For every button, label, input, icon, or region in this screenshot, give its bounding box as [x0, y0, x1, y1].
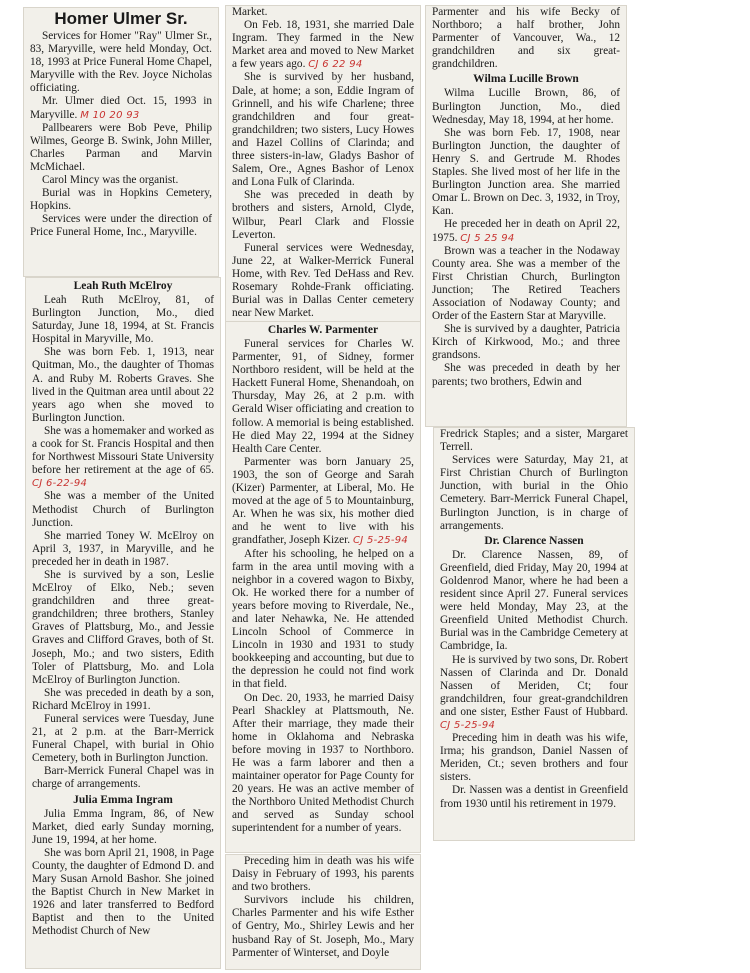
obituary-paragraph: She is survived by a daughter, Patricia Kirch of Kirkwood, Mo.; and three grandsons.: [432, 323, 620, 362]
paragraph-text: Mr. Ulmer died Oct. 15, 1993 in Maryville.: [30, 95, 212, 121]
clipping-leah-mcelroy: [26, 278, 220, 968]
obituary-paragraph: She was preceded in death by her parents; two brothers, Edwin and: [432, 362, 620, 388]
handwritten-note: CJ 5-25-94: [440, 719, 496, 731]
obituary-title: Homer Ulmer Sr.: [54, 9, 188, 28]
paragraph-text: He preceded her in death on April 22, 1975.: [432, 218, 620, 244]
obituary-title: Leah Ruth McElroy: [73, 280, 173, 292]
obituary-paragraph: After his schooling, he helped on a farm in the area until moving with a neighbor in a covered wagon to Bixby, Ok. He worked there for a number of years before moving to Riverdale, Ne., and later Nehawka, Ne. He attended Lincoln School of Commerce in Lincoln in 1930 and 1931 to study bookkeeping and accounting, but due to the depression he could not find work in that field.: [232, 547, 414, 691]
obituary-paragraph: Carol Mincy was the organist.: [42, 174, 179, 187]
obituary-paragraph: Preceding him in death was his wife Daisy in February of 1993, his parents and two brothers.: [232, 855, 414, 894]
obituary-paragraph: Parmenter and his wife Becky of Northboro; a half brother, John Parmenter of Vancouver, Wa., 12 grandchildren and six great-grandchildren.: [432, 6, 620, 71]
clipping-parmenter-and-brown: [426, 6, 626, 426]
obituary-paragraph: Preceding him in death was his wife, Irma; his grandson, Daniel Nassen of Meriden, Ct.; seven brothers and four sisters.: [440, 732, 628, 784]
obituary-paragraph: She was born Feb. 17, 1908, near Burlington Junction, the daughter of Henry S. and Gertrude M. Rhodes Staples. She lived most of her life in the Burlington Junction area. She married Omar L. Brown on Dec. 3, 1932, in Troy, Kan.: [432, 126, 620, 218]
obituary-paragraph: [32, 425, 214, 490]
obituary-paragraph: She married Toney W. McElroy on April 3, 1937, in Maryville, and he preceded her in death in 1987.: [32, 529, 214, 568]
obituary-paragraph: Services were Saturday, May 21, at First Christian Church of Burlington Junction, with burial in the Ohio Cemetery. Barr-Merrick Funeral Chapel, Burlington Junction, is in charge of arrangements.: [440, 454, 628, 532]
obituary-paragraph: She was preceded in death by a son, Richard McElroy in 1991.: [32, 686, 214, 712]
obituary-paragraph: Funeral services were Wednesday, June 22, at Walker-Merrick Funeral Home, with Rev. Ted DeHass and Rev. Rosemary Rohde-Frank officiating. Burial was in Dallas Center cemetery near New Market.: [232, 241, 414, 320]
obituary-paragraph: Burial was in Hopkins Cemetery, Hopkins.: [30, 187, 212, 213]
obituary-paragraph: Market.: [232, 6, 268, 18]
handwritten-note: CJ 5 25 94: [460, 232, 515, 244]
obituary-paragraph: She was a member of the United Methodist Church of Burlington Junction.: [32, 490, 214, 529]
handwritten-note: CJ 6 22 94: [308, 59, 363, 71]
obituary-paragraph: [432, 218, 620, 244]
obituary-paragraph: Julia Emma Ingram, 86, of New Market, died early Sunday morning, June 19, 1994, at her home.: [32, 807, 214, 846]
paragraph-text: Parmenter was born January 25, 1903, the son of George and Sarah (Kizer) Parmenter, at Liberal, Mo. He moved at the age of 5 to Mountainburg, Ar. When he was six, his mother died and he went to live with his grandfather, Joseph Kizer.: [232, 455, 414, 547]
obituary-paragraph: On Dec. 20, 1933, he married Daisy Pearl Shackley at Plattsmouth, Ne. After their marriage, they made their home in Oklahoma and Nebraska before moving in 1937 to Northboro. He was a farm laborer and then a maintainer operator for Page County for 20 years. He was an active member of the Northboro United Methodist Church and served as Sunday school superintendent for a number of years.: [232, 691, 414, 835]
obituary-paragraph: [30, 95, 212, 121]
obituary-paragraph: Dr. Nassen was a dentist in Greenfield from 1930 until his retirement in 1979.: [440, 784, 628, 810]
paragraph-text: He is survived by two sons, Dr. Robert Nassen of Clarinda and Dr. Donald Nassen of Meriden, Ct; four grandchildren, four great-grandchildren and one sister, Esther Faust of Hubbard.: [440, 653, 628, 718]
obituary-paragraph: Barr-Merrick Funeral Chapel was in charge of arrangements.: [32, 765, 214, 791]
handwritten-note: CJ 5-25-94: [352, 535, 409, 547]
clipping-charles-parmenter-continued: [226, 855, 420, 969]
clipping-brown-and-nassen: [434, 428, 634, 840]
obituary-paragraph: Funeral services for Charles W. Parmenter, 91, of Sidney, former Northboro resident, will be held at the Hackett Funeral Home, Shenandoah, on Thursday, May 26, at 2 p.m. with Gerald Wiser officiating and creation to follow. A memorial is being established. He died May 22, 1994 at the Sidney Health Care Center.: [232, 338, 414, 455]
handwritten-note: CJ 6-22-94: [32, 478, 88, 490]
obituary-paragraph: Fredrick Staples; and a sister, Margaret Terrell.: [440, 428, 628, 454]
handwritten-note: M 10 20 93: [80, 109, 140, 121]
obituary-title: Wilma Lucille Brown: [473, 73, 579, 86]
obituary-paragraph: Funeral services were Tuesday, June 21, at 2 p.m. at the Barr-Merrick Funeral Chapel, with burial in Ohio Cemetery, both in Burlington Junction.: [32, 713, 214, 765]
obituary-paragraph: Services for Homer "Ray" Ulmer Sr., 83, Maryville, were held Monday, Oct. 18, 1993 at Price Funeral Home Chapel, Maryville with the Rev. Joyce Nicholas officiating.: [30, 30, 212, 95]
obituary-paragraph: [440, 654, 628, 733]
obituary-paragraph: Leah Ruth McElroy, 81, of Burlington Junction, Mo., died Saturday, June 18, 1994, at St. Francis Hospital in Maryville, Mo.: [32, 294, 214, 346]
obituary-title: Charles W. Parmenter: [267, 324, 379, 336]
obituary-paragraph: Brown was a teacher in the Nodaway County area. She was a member of the First Christian Church, Burlington Junction; The Retired Teachers Association of Nodaway County; and Order of the Eastern Star at Maryville.: [432, 244, 620, 323]
obituary-paragraph: Survivors include his children, Charles Parmenter and his wife Esther of Gentry, Mo., Shirley Lewis and her husband Ray of St. Joseph, Mo., Mary Parmenter of Winterset, and Doyle: [232, 894, 414, 959]
obituary-paragraph: She was preceded in death by brothers and sisters, Arnold, Clyde, Wilbur, Pearl Clark and Flossie Leverton.: [232, 189, 414, 241]
obituary-paragraph: She is survived by a son, Leslie McElroy of Elko, Neb.; seven grandchildren and three great-grandchildren; three brothers, Stanley Graves of Plattsburg, Mo., and Jessie Graves and Clifford Graves, both of St. Joseph, Mo.; and two sisters, Edith Toler of Plattsburg, Mo. and Lola McElroy of Burlington Junction.: [32, 568, 214, 686]
paragraph-text: On Feb. 18, 1931, she married Dale Ingram. They farmed in the New Market area and moved to New Market a few years ago.: [232, 19, 414, 71]
obituary-paragraph: Dr. Clarence Nassen, 89, of Greenfield, died Friday, May 20, 1994 at Goldenrod Manor, where he had been a resident since April 27. Funeral services were held Monday, May 23, at the Greenfield United Methodist Church. Burial was in the Cambridge Cemetery at Cambridge, Ia.: [440, 548, 628, 653]
obituary-title: Julia Emma Ingram: [73, 793, 173, 806]
obituary-paragraph: She is survived by her husband, Dale, at home; a son, Eddie Ingram of Grinnell, and his wife Charlene; three grandchildren and four great-grandchildren; two sisters, Lucy Howes and Hazel Collins of Clarinda; and three sisters-in-law, Gladys Bashor of Salem, Ore., Agnes Bashor of Lenox and Lona Fulk of Clarinda.: [232, 71, 414, 189]
clipping-charles-parmenter: [226, 322, 420, 852]
obituary-paragraph: She was born April 21, 1908, in Page County, the daughter of Edmond D. and Mary Susan Arnold Bashor. She joined the Baptist Church in New Market in 1926 and later transferred to Bedford Baptist and then to the United Methodist Church of New: [32, 846, 214, 938]
obituary-paragraph: Pallbearers were Bob Peve, Philip Wilmes, George B. Swink, John Miller, Charles Parman and Marvin McMichael.: [30, 121, 212, 173]
paragraph-text: She was a homemaker and worked as a cook for St. Francis Hospital and then for Northwest Missouri State University before her retirement at the age of 65.: [32, 424, 214, 477]
obituary-paragraph: [232, 19, 414, 71]
obituary-paragraph: Wilma Lucille Brown, 86, of Burlington Junction, Mo., died Wednesday, May 18, 1994, at her home.: [432, 87, 620, 126]
clipping-homer-ulmer: [24, 8, 218, 276]
clipping-julia-ingram-continued: [226, 6, 420, 321]
obituary-paragraph: [232, 456, 414, 548]
obituary-paragraph: She was born Feb. 1, 1913, near Quitman, Mo., the daughter of Thomas A. and Ruby M. Roberts Graves. She lived in the Quitman area until about 22 years ago when she moved to Burlington Junction.: [32, 346, 214, 424]
obituary-paragraph: Services were under the direction of Price Funeral Home, Inc., Maryville.: [30, 213, 212, 239]
obituary-title: Dr. Clarence Nassen: [484, 534, 584, 547]
